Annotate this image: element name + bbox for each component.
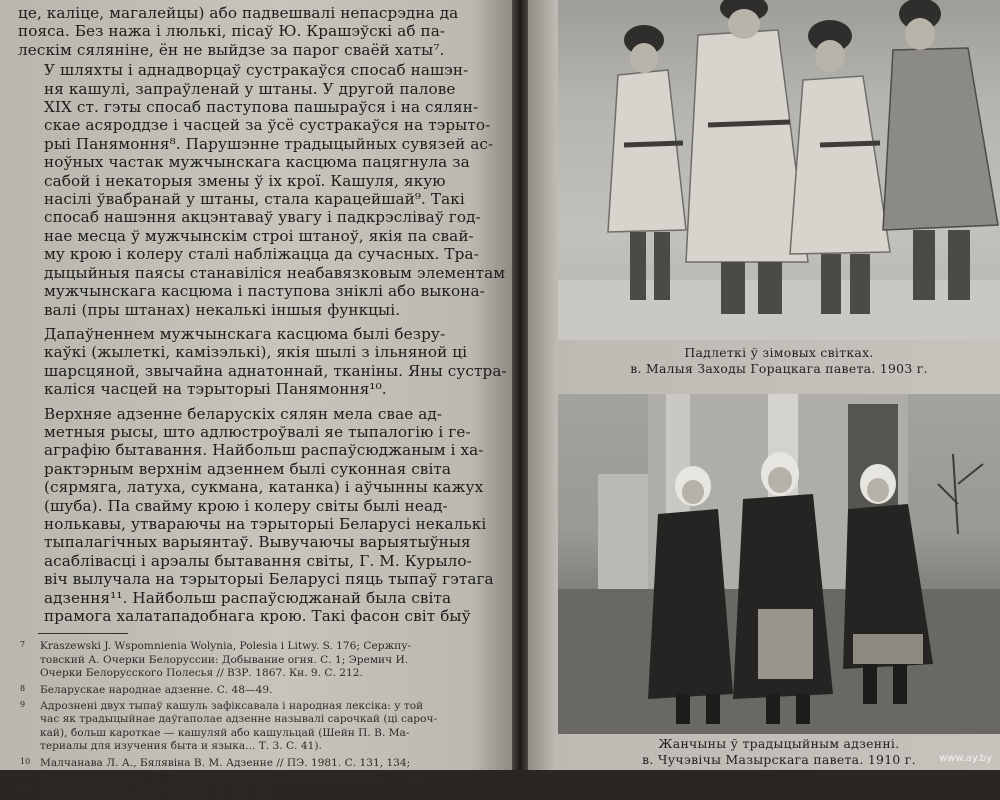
footnote-text bbox=[40, 757, 498, 784]
footnotes bbox=[18, 640, 498, 799]
text-line: шарсцяной, звычайна аднатоннай, тканіны. Яны сустра- bbox=[44, 361, 507, 380]
footnote-8 bbox=[18, 684, 498, 697]
text-line: Верхняе адзенне беларускіх сялян мела свае ад- bbox=[44, 404, 443, 423]
text-line: спосаб нашэння акцэнтаваў увагу і падкрэсліваў год- bbox=[44, 208, 481, 227]
text-line: дыцыйныя паясы станавіліся неабавязковым элементам bbox=[44, 263, 506, 282]
text-line: метныя рысы, што адлюстроўвалі яе тыпалогію і ге- bbox=[44, 422, 471, 441]
footnote-line: час як традыцыйнае даўгаполае адзенне называлі сарочкай (ці сароч- bbox=[40, 713, 438, 726]
footnote-text bbox=[40, 786, 498, 799]
photo-illustration bbox=[558, 0, 1000, 340]
footnote-line: Очерки Белорусского Полесья // ВЗР. 1867. Кн. 9. С. 212. bbox=[40, 667, 363, 680]
footnote-10 bbox=[18, 757, 498, 784]
text-line: мужчынскага касцюма і паступова зніклі або выкона- bbox=[44, 282, 485, 301]
photo-caption-bottom bbox=[558, 736, 1000, 768]
text-line: каўкі (жылеткі, камізэлькі), якія шылі з ільняной ці bbox=[44, 343, 468, 362]
footnote-text bbox=[40, 640, 498, 680]
footnote-9 bbox=[18, 700, 498, 754]
paragraph-4 bbox=[18, 405, 498, 626]
footnote-line: Беларускае народнае адзенне. С. 61—63. bbox=[40, 786, 273, 799]
paragraph-1 bbox=[18, 4, 498, 59]
text-line: Дапаўненнем мужчынскага касцюма былі безру- bbox=[44, 324, 446, 343]
right-page bbox=[528, 0, 1000, 770]
book-gutter bbox=[512, 0, 528, 770]
text-line: сабой і некаторыя змены ў іх крої. Кашуля, якую bbox=[44, 171, 446, 190]
text-line: каліся часцей на тэрыторыі Панямоння¹⁰. bbox=[44, 380, 387, 399]
footnote-divider bbox=[38, 633, 128, 634]
photo-boys-winter-coats bbox=[558, 0, 1000, 340]
footnote-text bbox=[40, 684, 498, 697]
footnote-line: кай), больш кароткае — кашуляй або кашульцай (Шейн П. В. Ма- bbox=[40, 726, 410, 739]
text-line: нае месца ў мужчынскім строі штаноў, якія па свай- bbox=[44, 226, 474, 245]
photo-women-traditional-dress bbox=[558, 394, 1000, 734]
photo-illustration bbox=[558, 394, 1000, 734]
text-line: ня кашулі, запраўленай у штаны. У другой палове bbox=[44, 79, 456, 98]
footnote-line: Беларускае народнае адзенне. С. 48—49. bbox=[40, 683, 273, 696]
text-line: насілі ўвабранай у штаны, стала карацейшай⁹. Такі bbox=[44, 190, 465, 209]
text-line: рактэрным верхнім адзеннем былі суконная світа bbox=[44, 459, 452, 478]
paragraph-3 bbox=[18, 324, 507, 399]
footnote-7 bbox=[18, 640, 498, 680]
text-line: валі (пры штанах) некалькі іншыя функцыі. bbox=[44, 300, 401, 319]
caption-location: в. Малыя Заходы Горацкага павета. 1903 г. bbox=[630, 361, 928, 376]
text-line: аграфію бытавання. Найбольш распаўсюджаным і ха- bbox=[44, 441, 484, 460]
text-line: асаблівасці і арэалы бытавання світы, Г. М. Курыло- bbox=[44, 551, 472, 570]
footnote-number: 7 bbox=[20, 640, 26, 650]
text-line: рыі Панямоння⁸. Парушэнне традыцыйных сувязей ас- bbox=[44, 134, 494, 153]
text-line: це, каліце, магалейцы) або падвешвалі непасрэдна да bbox=[18, 4, 459, 22]
footnote-line: Адрознені двух тыпаў кашуль зафіксавала і народная лексіка: у той bbox=[40, 700, 424, 713]
text-line: нолькавы, утвараючы на тэрыторыі Беларусі некалькі bbox=[44, 514, 487, 533]
caption-location: в. Чучэвічы Мазырскага павета. 1910 г. bbox=[642, 752, 916, 767]
body-text bbox=[18, 4, 507, 625]
text-line: тыпалагічных варыянтаў. Вывучаючы варыятыўныя bbox=[44, 533, 471, 552]
text-line: XIX ст. гэты спосаб паступова пашыраўся і на сялян- bbox=[44, 98, 479, 117]
footnote-number: 10 bbox=[20, 756, 31, 766]
paragraph-2 bbox=[18, 61, 506, 319]
footnote-line: Никифоровский Н. Я. Очерки простонародного житья-бытья... С. 109. bbox=[40, 770, 435, 783]
text-line: скае асяроддзе і часцей за ўсё сустракаўся на тэрыто- bbox=[44, 116, 491, 135]
footnote-number: 9 bbox=[20, 700, 26, 710]
text-line: пояса. Без нажа і люлькі, пісаў Ю. Крашэўскі аб па- bbox=[18, 22, 446, 41]
text-line: віч вылучала на тэрыторыі Беларусі пяць тыпаў гэтага bbox=[44, 570, 494, 589]
caption-title: Жанчыны ў традыцыйным адзенні. bbox=[658, 736, 900, 751]
text-line: адзення¹¹. Найбольш распаўсюджанай была світа bbox=[44, 588, 452, 607]
footnote-number: 8 bbox=[20, 683, 26, 693]
footnote-number: 11 bbox=[20, 786, 31, 796]
text-line: прамога халатападобнага крою. Такі фасон світ быў bbox=[44, 607, 471, 625]
watermark: www.ay.by bbox=[939, 753, 992, 764]
footnote-line: товский А. Очерки Белоруссии: Добывание огня. С. 1; Эремич И. bbox=[40, 653, 409, 666]
footnote-line: Малчанава Л. А., Бялявіна В. М. Адзенне // ПЭ. 1981. С. 131, 134; bbox=[40, 756, 411, 769]
text-line: (шуба). Па свайму крою і колеру світы былі неад- bbox=[44, 496, 448, 515]
caption-title: Падлеткі ў зімовых світках. bbox=[684, 345, 874, 360]
footnote-text bbox=[40, 700, 498, 754]
text-line: (сярмяга, латуха, сукмана, катанка) і аўчынны кажух bbox=[44, 478, 484, 497]
footnote-11 bbox=[18, 786, 498, 799]
text-line: лескім сяляніне, ён не выйдзе за парог сваёй хаты⁷. bbox=[18, 40, 445, 59]
text-line: му крою і колеру сталі набліжацца да сучасных. Тра- bbox=[44, 245, 479, 264]
photo-caption-top bbox=[558, 345, 1000, 377]
text-line: ноўных частак мужчынскага касцюма пацягнула за bbox=[44, 153, 470, 172]
footnote-line: териалы для изучения быта и языка... Т. 3. С. 41). bbox=[40, 740, 322, 753]
text-line: У шляхты і аднадворцаў сустракаўся спосаб нашэн- bbox=[44, 61, 469, 80]
footnote-line: Kraszewski J. Wspomnienia Wolynia, Polesia i Litwy. S. 176; Сержпу- bbox=[40, 640, 412, 653]
